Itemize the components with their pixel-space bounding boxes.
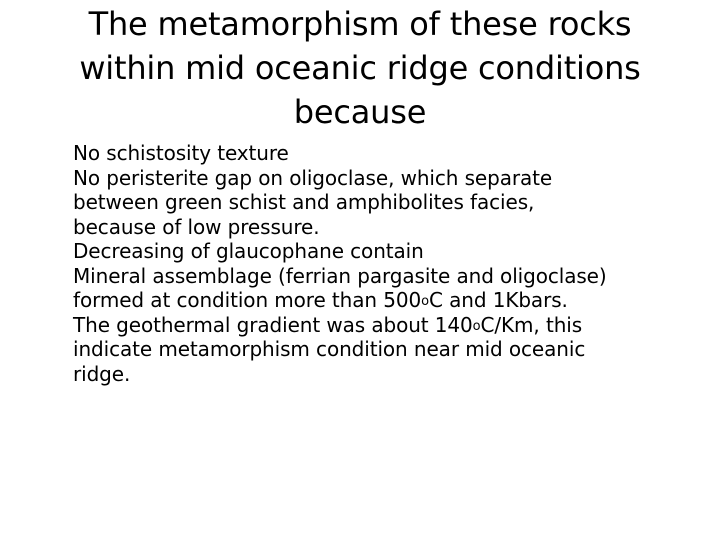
point-5-line-1-after: C/Km, this: [480, 312, 583, 337]
point-decreasing-glaucophane: [73, 239, 713, 264]
point-5-line-3: ridge.: [73, 361, 131, 386]
point-4-line-1: Mineral assemblage (ferrian pargasite and oligoclase): [73, 263, 607, 288]
title-line-3: because: [293, 93, 427, 131]
point-2-line-3: because of low pressure.: [73, 214, 320, 239]
point-5-line-2: indicate metamorphism condition near mid oceanic: [73, 337, 586, 361]
point-mineral-assemblage: [73, 264, 713, 313]
slide-body: [73, 141, 713, 386]
title-line-2: within mid oceanic ridge conditions: [79, 49, 641, 87]
degree-superscript: o: [472, 318, 481, 334]
point-2-line-2: between green schist and amphibolites facies,: [73, 190, 535, 214]
point-4-line-2-before: formed at condition more than 500: [73, 288, 422, 312]
point-5-line-1-before: The geothermal gradient was about 140: [73, 312, 473, 337]
point-4-line-2: [73, 288, 713, 313]
point-2-line-1: No peristerite gap on oligoclase, which separate: [73, 165, 553, 190]
degree-superscript: o: [421, 294, 429, 309]
point-1-line-1: No schistosity texture: [73, 141, 289, 165]
slide-title: [20, 2, 700, 134]
title-line-1: The metamorphism of these rocks: [88, 5, 632, 43]
point-no-peristerite-gap: [73, 166, 713, 240]
point-4-line-2-after: C and 1Kbars.: [428, 288, 568, 312]
point-3-line-1: Decreasing of glaucophane contain: [73, 239, 424, 263]
point-geothermal-gradient: [73, 313, 713, 387]
point-5-line-1: [73, 313, 713, 338]
point-no-schistosity: [73, 141, 713, 166]
